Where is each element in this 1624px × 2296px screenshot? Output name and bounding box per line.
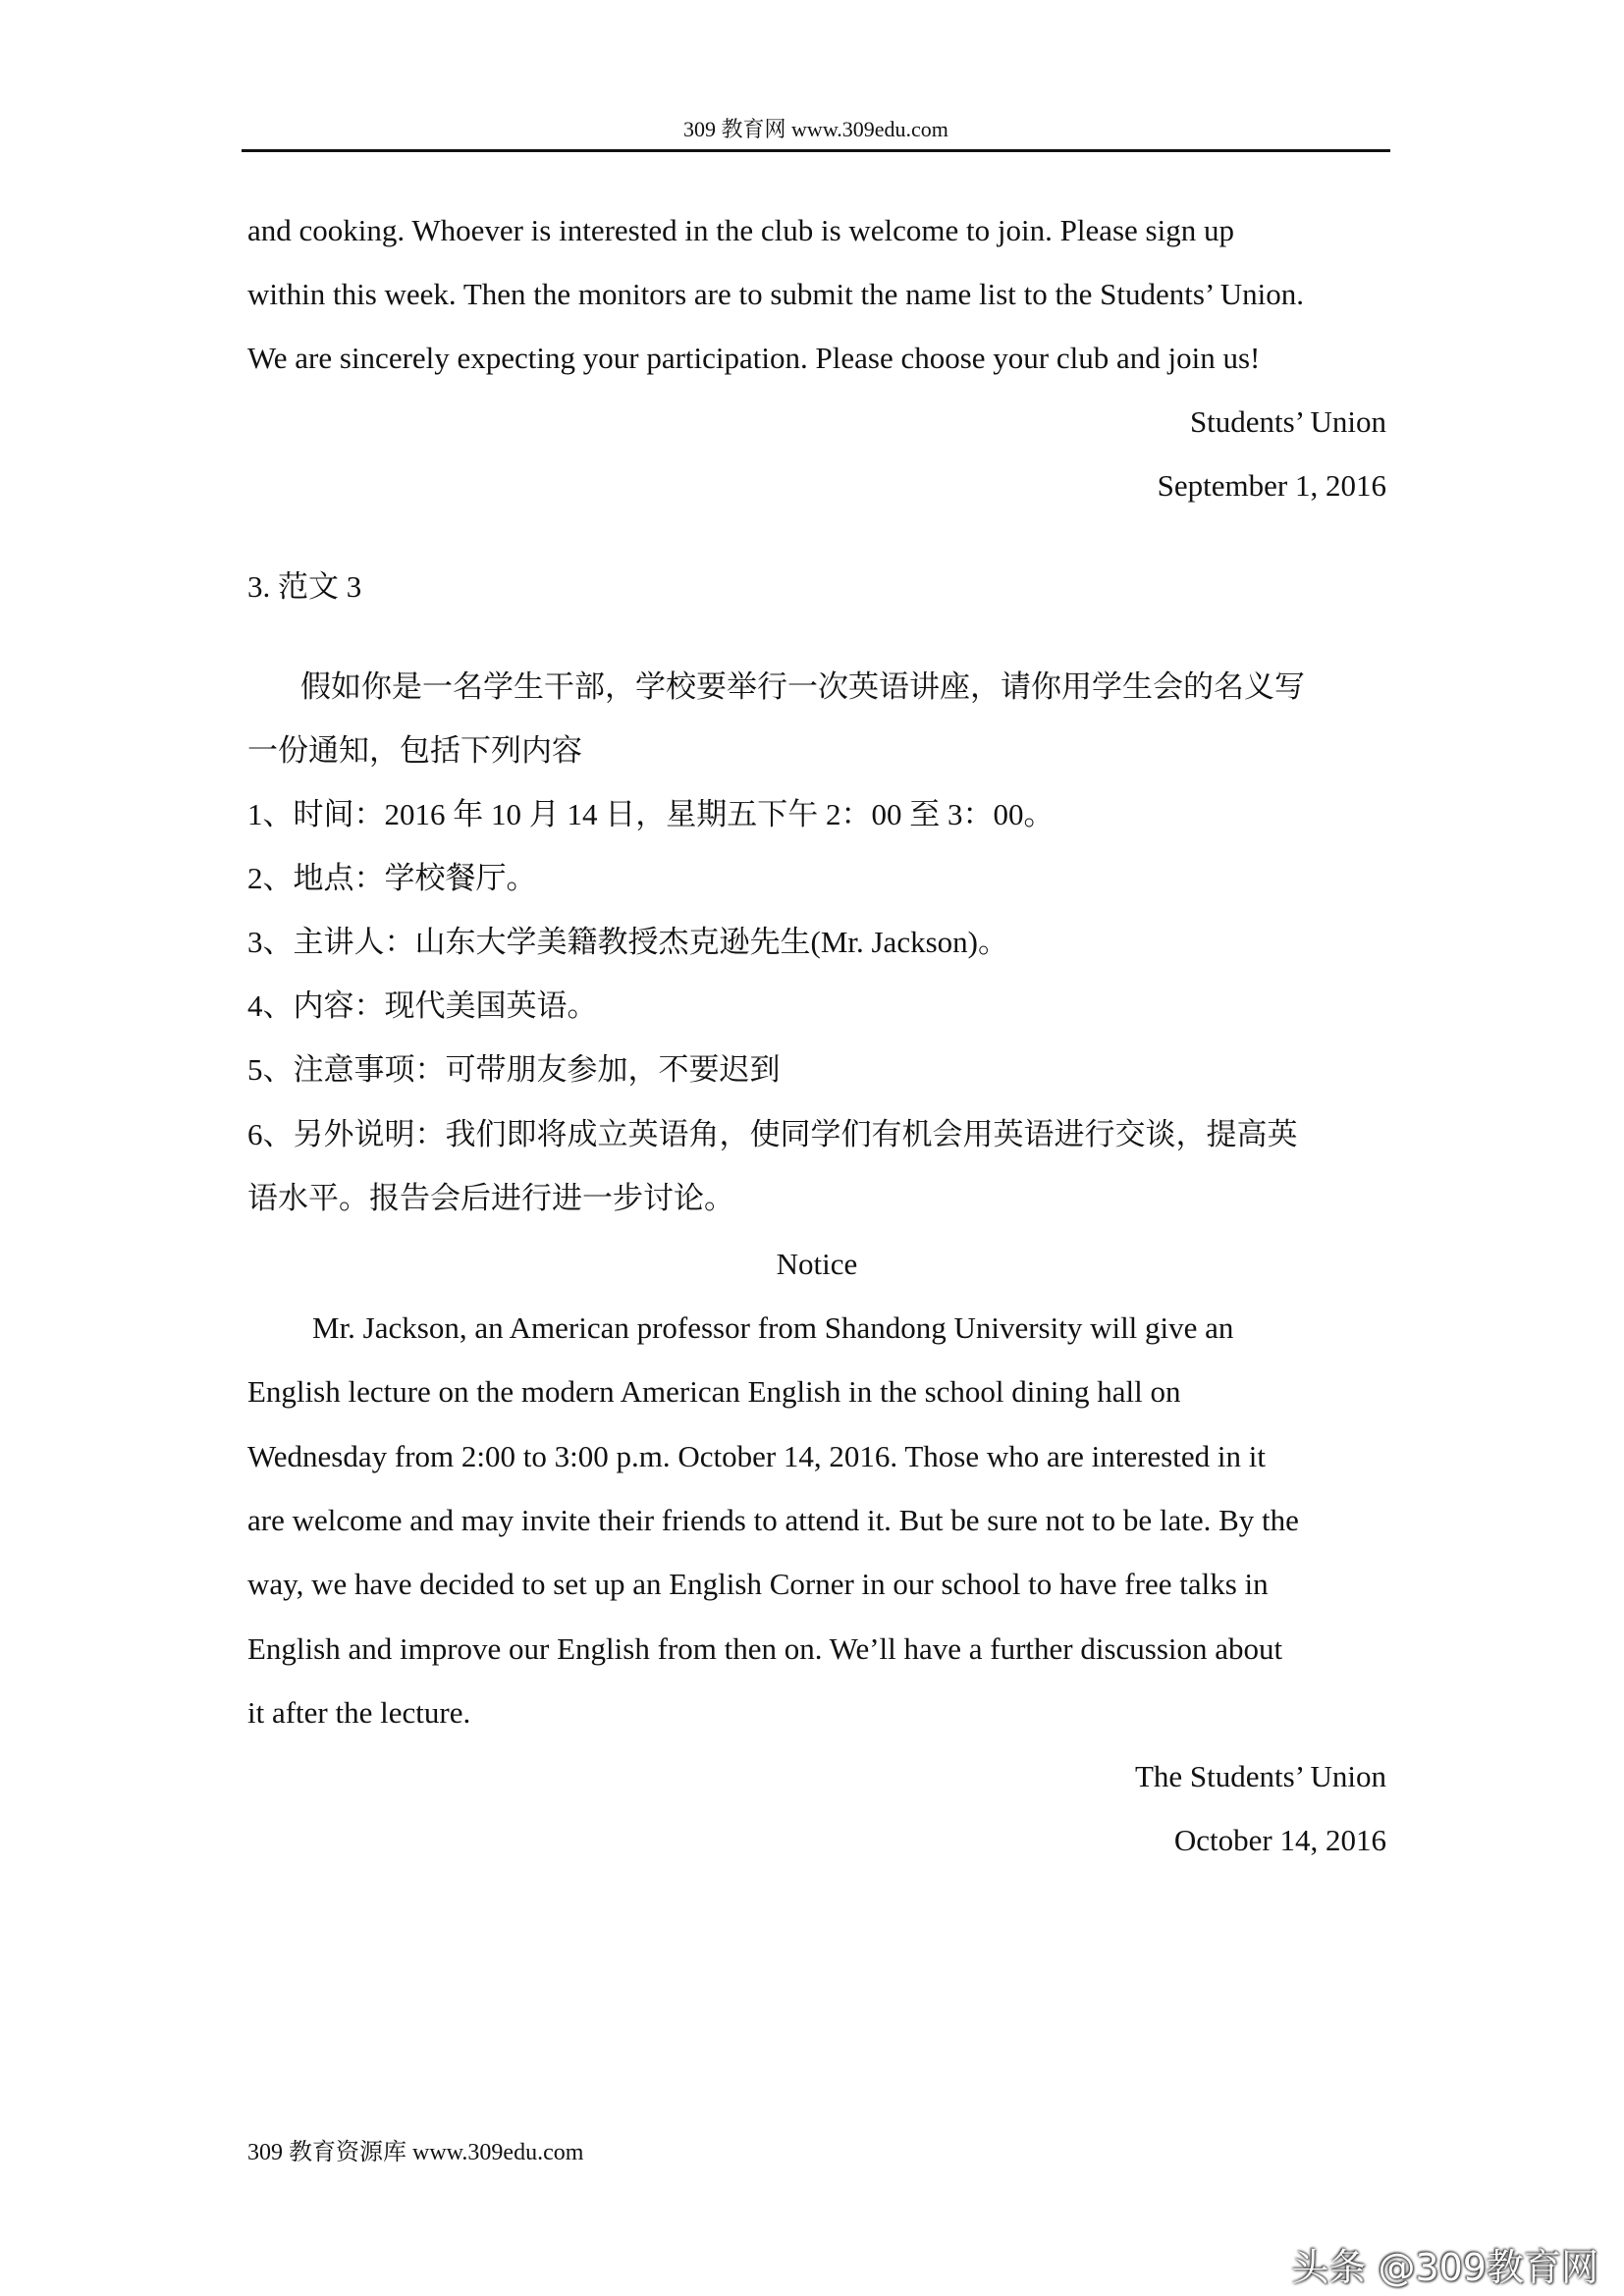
prompt-line: 一份通知，包括下列内容 bbox=[247, 733, 582, 768]
paragraph-line: We are sincerely expecting your participation. Please choose your club and join us! bbox=[247, 341, 1261, 375]
list-item: 3、主讲人：山东大学美籍教授杰克逊先生(Mr. Jackson)。 bbox=[247, 925, 1008, 959]
list-item: 5、注意事项：可带朋友参加，不要迟到 bbox=[247, 1052, 781, 1087]
signature-org: The Students’ Union bbox=[1134, 1759, 1386, 1793]
header-divider bbox=[242, 149, 1390, 152]
page-footer: 309 教育资源库 www.309edu.com bbox=[247, 2140, 584, 2165]
notice-title: Notice bbox=[776, 1247, 858, 1281]
notice-line: English lecture on the modern American English in the school dining hall on bbox=[247, 1374, 1181, 1409]
notice-line: it after the lecture. bbox=[247, 1695, 471, 1730]
signature-date: October 14, 2016 bbox=[1173, 1823, 1386, 1857]
page-header: 309 教育网 www.309edu.com bbox=[683, 117, 948, 141]
notice-line: way, we have decided to set up an English Corner in our school to have free talks in bbox=[247, 1567, 1269, 1601]
list-item: 6、另外说明：我们即将成立英语角，使同学们有机会用英语进行交谈，提高英 bbox=[247, 1117, 1298, 1151]
list-item: 1、时间：2016 年 10 月 14 日，星期五下午 2：00 至 3：00。 bbox=[247, 797, 1055, 831]
list-item: 语水平。报告会后进行进一步讨论。 bbox=[247, 1181, 734, 1215]
notice-line: English and improve our English from then on. We’ll have a further discussion about bbox=[247, 1631, 1283, 1666]
watermark: 头条 @309教育网 bbox=[1291, 2246, 1598, 2289]
signature-date: September 1, 2016 bbox=[1157, 468, 1386, 503]
list-item: 4、内容：现代美国英语。 bbox=[247, 988, 598, 1023]
notice-line: Wednesday from 2:00 to 3:00 p.m. October 14, 2016. Those who are interested in it bbox=[247, 1439, 1266, 1473]
paragraph-line: and cooking. Whoever is interested in the club is welcome to join. Please sign up bbox=[247, 213, 1234, 247]
notice-line: are welcome and may invite their friends to attend it. But be sure not to be late. By the bbox=[247, 1503, 1299, 1537]
section-title: 3. 范文 3 bbox=[247, 569, 362, 604]
notice-line: Mr. Jackson, an American professor from Shandong University will give an bbox=[312, 1310, 1234, 1345]
list-item: 2、地点：学校餐厅。 bbox=[247, 861, 537, 895]
prompt-line: 假如你是一名学生干部，学校要举行一次英语讲座，请你用学生会的名义写 bbox=[300, 669, 1305, 704]
signature-org: Students’ Union bbox=[1189, 404, 1386, 439]
paragraph-line: within this week. Then the monitors are to submit the name list to the Students’ Union. bbox=[247, 277, 1304, 311]
